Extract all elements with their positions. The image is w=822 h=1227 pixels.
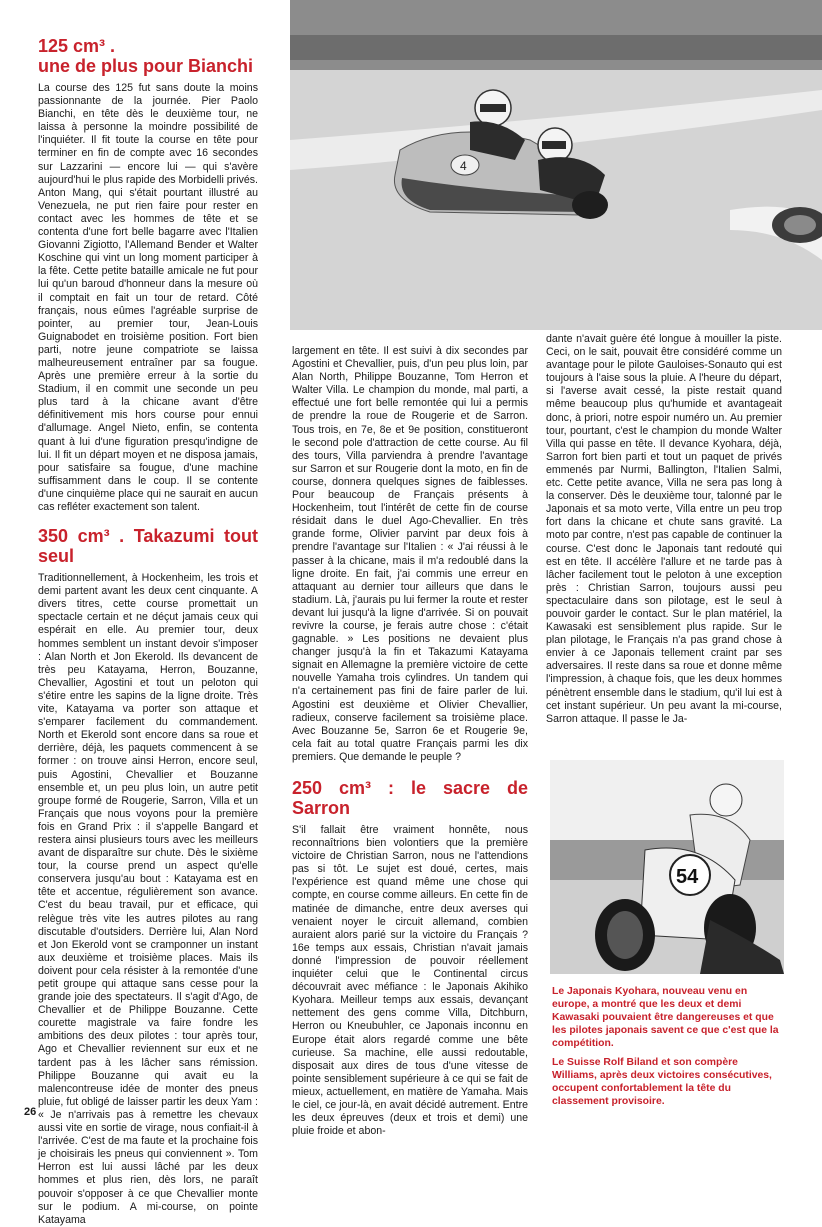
page-number: 26	[24, 1106, 37, 1118]
motorcycle-racer-photo	[550, 760, 784, 974]
sidecar-illustration	[290, 0, 822, 330]
column-right-body: dante n'avait guère été longue à mouiller la piste. Ceci, on le sait, pouvait être considéré comme un avantage pour le pilote Gauloises-Sonauto qui est toujours à l'aise sous la pluie. A l'heure du départ, si l'averse avait cessé, la piste restait quand même beaucoup plus qu'humide et avantageait donc, à priori, notre espoir numéro un. Au premier tour, pourtant, c'est le champion du monde Walter Villa qui passe en tête. Il devance Kyohara, déjà, Sarron fort bien parti et tout un paquet de privés emmenés par Nurmi, Ballington, l'Italien Salmi, etc. Cette petite avance, Villa ne sera pas long à la conserver. Dès le deuxième tour, talonné par le Japonais et sa moto verte, Villa entre un peu trop fort dans la chicane et chute sans gravité. La moto par contre, n'est pas capable de continuer la course. C'est donc le Japonais tant redouté qui est en tête. Il accélère l'allure et ne tarde pas à lâcher facilement tout le peloton à une exception près : Christian Sarron, toujours aussi peu spectaculaire dans son pilotage, est le seul à pouvoir garder le contact. Sur le plan matériel, la Kawasaki est sensiblement plus rapide. Sur le plan pilotage, le Français n'a pas grand chose à envier à ce Japonais tellement craint par ses adversaires. Il reste dans sa roue et donne même l'impression, à chaque fois, que les deux hommes pénètrent ensemble dans le stadium, qu'il lui est à cet instant supérieur. Un peu avant la mi-course, Sarron attaque. Il passe le Ja-	[546, 333, 782, 725]
column-right	[546, 333, 782, 726]
section-250-title: 250 cm³ : le sacre de Sarron	[292, 778, 528, 818]
caption-kyohara: Le Japonais Kyohara, nouveau venu en europe, a montré que les deux et demi Kawasaki pouvaient être dangereuses et que les pilotes japonais savent ce que c'est que la compétition.	[552, 986, 779, 1049]
photo-captions	[552, 985, 784, 1114]
section-125-body: La course des 125 fut sans doute la moins passionnante de la journée. Pier Paolo Bianchi, en tête dès le deuxième tour, ne laissa à personne la moindre possibilité de l'inquiéter. Il fit toute la course en tête pour terminer en fin de compte avec 16 secondes sur Lazzarini — encore lui — qui s'avère aujourd'hui le plus rapide des Morbidelli privés. Anton Mang, qui s'était pourtant illustré au Venezuela, ne put rien faire pour rester en contact avec les hommes de tête et se contenta d'une fort belle bagarre avec l'Italien Giovanni Zigiotto, l'Allemand Bender et Walter Koschine qui vint un long moment participer à la fête. Cette petite bataille amicale ne fut pour lui qu'un baroud d'honneur dans la mesure où il comptait en fait un tour de retard. Côté français, nous eûmes l'agréable surprise de pointer, au premier tour, Jean-Louis Guignabodet en troisième position. Fort bien parti, notre jeune compatriote se laissa malheureusement entraîner par sa fougue. Après une première erreur à la sortie du Stadium, il en commit une seconde un peu plus tard à la chicane avant d'être définitivement mis hors course pour ennui d'allumage. Angel Nieto, enfin, se contenta quant à lui d'une figuration presqu'indigne de lui. Il fit un départ moyen et ne disposa jamais, pour satisfaire sa fougue, d'une machine suffisamment dans le coup. Il se contente d'une cinquième place qui ne saurait en aucun cas refléter exactement son talent.	[38, 82, 258, 513]
column-middle-body: largement en tête. Il est suivi à dix secondes par Agostini et Chevallier, puis, d'un peu plus loin, par Alan North, Philippe Bouzanne, Tom Herron et Walter Villa. Le champion du monde, mal parti, a effectué une fort belle remontée qui lui a permis de prendre la roue de Rougerie et de Sarron. Tous trois, en 7e, 8e et 9e position, constitueront le second pole d'attraction de cette course. Au fil des tours, Villa parviendra à prendre l'avantage sur Sarron et sur Rougerie dont la moto, en fin de course, donnera quelques signes de faiblesses. Pour beaucoup de Français présents à Hockenheim, tout l'intérêt de cette fin de course résidait dans le duel Ago-Chevallier. En très grande forme, Olivier parvint par deux fois à prendre l'avantage sur l'Italien : « J'ai réussi à le passer à la chicane, mais il m'a redoublé dans la ligne droite. En fait, j'ai commis une erreur en attaquant au dernier tour ailleurs que dans le stadium. Là, j'aurais pu lui fermer la route et rester devant lui jusqu'à la ligne d'arrivée. Si on pouvait revivre la course, je ferais autre chose : c'était gagnable. » Les positions ne devaient plus changer jusqu'à la fin et Takazumi Katayama signait en Allemagne la première victoire de cette nouvelle Yamaha trois cylindres. Un tandem qui n'a certainement pas fini de faire parler de lui. Agostini est deuxième et Olivier Chevallier, radieux, conserve facilement sa troisième place. Avec Bouzanne 5e, Sarron 6e et Rougerie 9e, cela fait au total quatre Français parmi les dix premiers. Que demande le peuple ?	[292, 345, 528, 763]
bike-number: 54	[676, 866, 699, 888]
column-middle	[292, 345, 528, 1138]
section-125-title: 125 cm³ . une de plus pour Bianchi	[38, 36, 254, 76]
section-350-body: Traditionnellement, à Hockenheim, les trois et demi partent avant les deux cent cinquante. A divers titres, cette course promettait un spectacle certain et ne déçut jamais ceux qui espérait en elle. Au premier tour, deux hommes semblent un instant devoir s'imposer : Alan North et Jon Ekerold. Ils devancent de très peu Katayama, Herron, Bouzanne, Chevallier, Agostini et tout un peloton qui s'étire entre les sapins de la ligne droite. Très vite, Katayama va porter son attaque et s'emparer facilement du commandement. North et Ekerold sont encore dans sa roue et derrière, déjà, les paquets commencent à se former : on trouve ainsi Herron, encore seul, puis Agostini, Chevallier et Bouzanne ensemble et, un peu plus loin, un autre petit groupe formé de Rougerie, Sarron, Villa et un Français que nous voyons pour la première fois en Grand Prix : il s'appelle Bangard et restera ainsi plusieurs tours avec les meilleurs avant de disparaître sur chute. Dès le sixième tour, la course prend un aspect qu'elle conservera jusqu'au bout : Katayama est en tête et accentue, régulièrement son avance. C'est du beau travail, pur et efficace, qui relègue très vite les autres pilotes au rang discutable d'outsiders. Derrière lui, Alan Nord et Jon Ekerold vont se cramponner un instant aux deuxième et troisième places. Mais ils doivent pour cela résister à la remontée d'une petit groupe qui attaque sans cesse pour la grande joie des spectateurs. Il s'agit d'Ago, de Chevallier et de Philippe Bouzanne. Cette courette magistrale va faire fondre les ambitions des deux pilotes : tour après tour, Ago et Chevallier reviennent sur eux et ne tardent pas à les lâcher sans rémission. Philippe Bouzanne qui avait eu la malencontreuse idée de monter des pneus pluie, fut obligé de laisser partir les deux Yam : « Je n'arrivais pas à remettre les chevaux aussi vite en sortie de virage, nous confiait-il à l'arrivée. C'est de ma faute et la prochaine fois je choisirais les pneus qui conviennent ». Tom Herron est lui aussi lâché par les deux hommes et plus rien, dès lors, ne paraît pouvoir s'opposer à ce que Chevallier monte sur le podium. A mi-course, on pointe Katayama	[38, 572, 258, 1226]
sidecar-plate-text: 4	[460, 159, 467, 173]
section-350-title: 350 cm³ . Takazumi tout seul	[38, 526, 258, 567]
caption-biland: Le Suisse Rolf Biland et son compère Williams, après deux victoires consécutives, occupent confortablement la tête du classement provisoire.	[552, 1057, 772, 1107]
column-left	[38, 36, 258, 1227]
motorcycle-illustration	[550, 760, 784, 974]
sidecar-racing-photo	[290, 0, 822, 330]
section-250-body: S'il fallait être vraiment honnête, nous reconnaîtrions bien volontiers que la première victoire de Christian Sarron, nous ne l'attendions pas si tôt. Le sujet est doué, certes, mais l'expérience est quand même une chose qui compte, en course comme ailleurs. En cette fin de matinée de dimanche, entre deux averses qui venaient noyer le circuit allemand, combien auraient alors parié sur la victoire du Français ? 16e temps aux essais, Christian n'avait jamais donné l'impression de pouvoir réellement inquiéter celui que le Continental circus découvrait avec méfiance : le Japonais Akihiko Kyohara. Meilleur temps aux essais, devançant nettement des gens comme Villa, Ditchburn, Herron ou Kneubuhler, ce Japonais inconnu en Europe était alors regardé comme une bête curieuse. Sa machine, elle aussi redoutable, disposait aux dires de tous d'une vitesse de pointe sensiblement supérieure à ce qui se fait de mieux, actuellement, en matière de Yamaha. Mais le ciel, ce jour-là, en avait décidé autrement. Entre les deux épreuves (deux et trois et demi) une pluie froide et abon-	[292, 824, 528, 1138]
